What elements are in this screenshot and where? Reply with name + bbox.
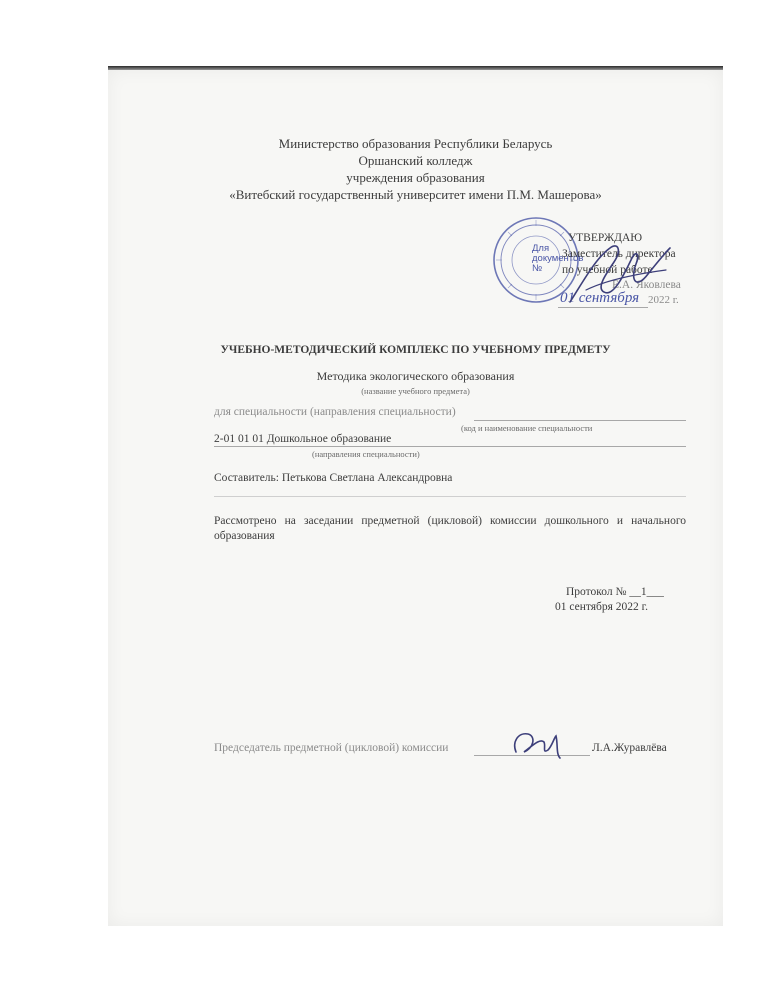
- approval-date-handwritten: 01 сентября: [560, 290, 640, 306]
- subject-name: Методика экологического образования: [316, 369, 515, 383]
- approver-name: Е.А. Яковлева: [612, 279, 681, 291]
- chair-name: Л.А.Журавлёва: [592, 742, 667, 754]
- specialty-value: 2-01 01 01 Дошкольное образование: [214, 433, 392, 445]
- university-name: «Витебский государственный университет имени П.М. Машерова»: [229, 187, 602, 202]
- approval-heading: УТВЕРЖДАЮ: [568, 232, 643, 244]
- stamp-text: Для документов №: [532, 243, 584, 274]
- chair-label: Председатель предметной (цикловой) комиссии: [214, 742, 449, 754]
- approval-role-2: по учебной работе: [562, 264, 653, 276]
- chair-signature-icon: [508, 728, 568, 762]
- author-line: [214, 496, 686, 497]
- institution-type: учреждения образования: [346, 170, 485, 185]
- direction-caption: (направления специальности): [312, 449, 420, 459]
- approver-signature-icon: [566, 240, 672, 310]
- commission-review-note: Рассмотрено на заседании предметной (цикловой) комиссии дошкольного и начального образования: [214, 515, 686, 542]
- protocol-number: Протокол № __1___: [566, 586, 664, 598]
- document-author: Составитель: Петькова Светлана Александровна: [214, 472, 453, 484]
- specialty-caption: (код и наименование специальности: [461, 423, 593, 433]
- college-name: Оршанский колледж: [358, 153, 473, 168]
- specialty-value-line: [214, 446, 686, 447]
- subject-caption: (название учебного предмета): [361, 386, 470, 396]
- document-title: УЧЕБНО-МЕТОДИЧЕСКИЙ КОМПЛЕКС ПО УЧЕБНОМУ ПРЕДМЕТУ: [220, 344, 611, 356]
- approval-role: Заместитель директора: [562, 248, 676, 260]
- ministry-name: Министерство образования Республики Беларусь: [278, 136, 553, 151]
- specialty-line: [474, 420, 686, 421]
- specialty-label: для специальности (направления специальности): [214, 406, 456, 418]
- protocol-date: 01 сентября 2022 г.: [555, 601, 648, 613]
- approval-year: 2022 г.: [648, 294, 679, 306]
